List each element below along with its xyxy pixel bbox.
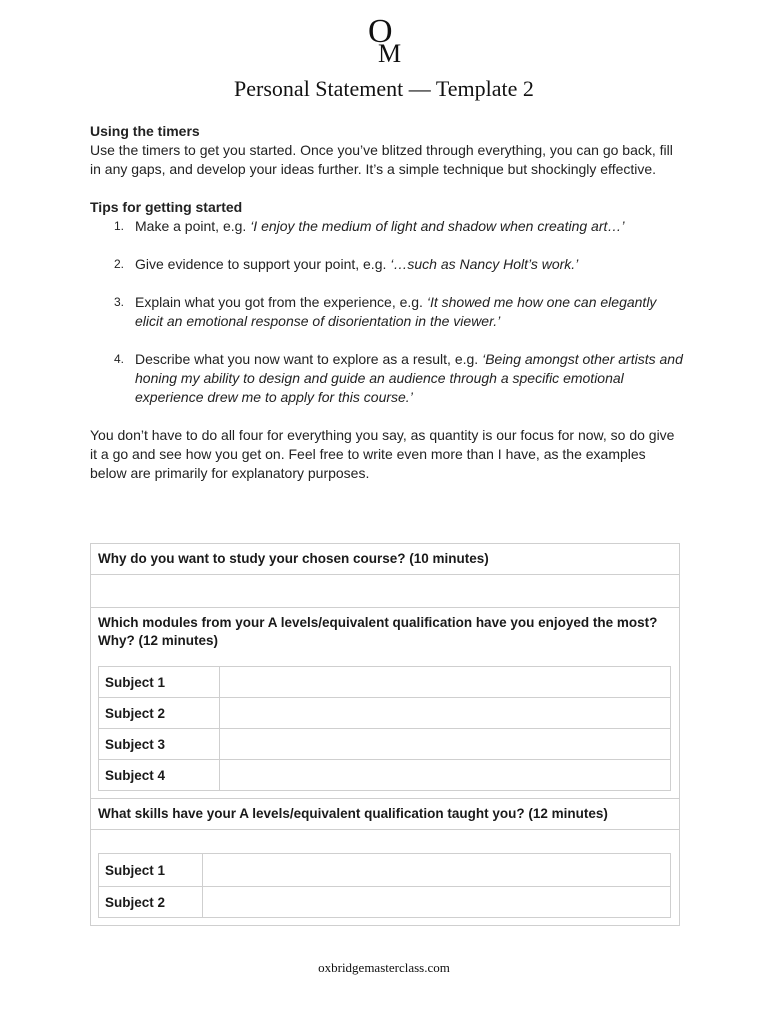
subject-answer-cell[interactable] [220,698,671,729]
intro-content [90,122,685,483]
list-item [90,350,685,407]
list-number: 3. [114,295,125,309]
question-3: What skills have your A levels/equivalent qualification taught you? (12 minutes) [91,799,679,830]
subject-answer-cell[interactable] [220,667,671,698]
tip-text: Make a point, e.g. [135,218,251,234]
table-row [99,698,671,729]
tips-list [90,217,685,407]
list-item [90,293,685,331]
tip-example: ‘It showed me how one can elegantly elicit an emotional response of disorientation in the viewer.’ [135,294,657,329]
table-row [99,887,671,918]
subject-label: Subject 2 [99,887,203,918]
list-item [90,217,685,236]
tips-heading: Tips for getting started [90,199,243,215]
subject-answer-cell[interactable] [203,887,671,918]
question-1: Why do you want to study your chosen course? (10 minutes) [91,544,679,575]
tip-text: Describe what you now want to explore as a result, e.g. [135,351,483,367]
tip-text: Give evidence to support your point, e.g. [135,256,391,272]
subject-answer-cell[interactable] [220,760,671,791]
tip-text: Explain what you got from the experience, e.g. [135,294,427,310]
list-item [90,255,685,274]
timers-body: Use the timers to get you started. Once you’ve blitzed through everything, you can go back, fill in any gaps, and develop your ideas further. It’s a simple technique but shockingly effective. [90,142,673,177]
om-logo [0,12,768,68]
footer-url: oxbridgemasterclass.com [318,960,450,975]
answer-field-1[interactable] [91,575,679,608]
tip-example: ‘I enjoy the medium of light and shadow when creating art…’ [250,218,625,234]
table-row [99,854,671,887]
question-2-section [91,608,679,799]
question-2: Which modules from your A levels/equivalent qualification have you enjoyed the most? Why? (12 minutes) [98,615,658,648]
subject-table-1 [98,666,671,791]
subject-label: Subject 3 [99,729,220,760]
list-number: 1. [114,219,125,233]
svg-text:M: M [378,39,402,66]
subject-label: Subject 1 [99,854,203,887]
table-row [99,667,671,698]
timers-heading: Using the timers [90,123,200,139]
svg-text:O: O [368,13,393,50]
subject-table-2 [98,853,671,918]
worksheet-table [90,543,680,926]
page-title: Personal Statement — Template 2 [234,76,534,101]
list-number: 4. [114,352,125,366]
subject-label: Subject 2 [99,698,220,729]
table-row [99,760,671,791]
subject-label: Subject 4 [99,760,220,791]
question-3-section [91,830,679,925]
subject-answer-cell[interactable] [203,854,671,887]
om-monogram-icon [354,12,414,66]
subject-answer-cell[interactable] [220,729,671,760]
subject-label: Subject 1 [99,667,220,698]
tip-example: ‘…such as Nancy Holt’s work.’ [390,256,579,272]
tip-example: ‘Being amongst other artists and honing my ability to design and guide an audience through a specific emotional experience drew me to apply for this course.’ [135,351,683,405]
table-row [99,729,671,760]
list-number: 2. [114,257,125,271]
closing-paragraph: You don’t have to do all four for everything you say, as quantity is our focus for now, so do give it a go and see how you get on. Feel free to write even more than I have, as the examples below are primarily for explanatory purposes. [90,427,675,481]
